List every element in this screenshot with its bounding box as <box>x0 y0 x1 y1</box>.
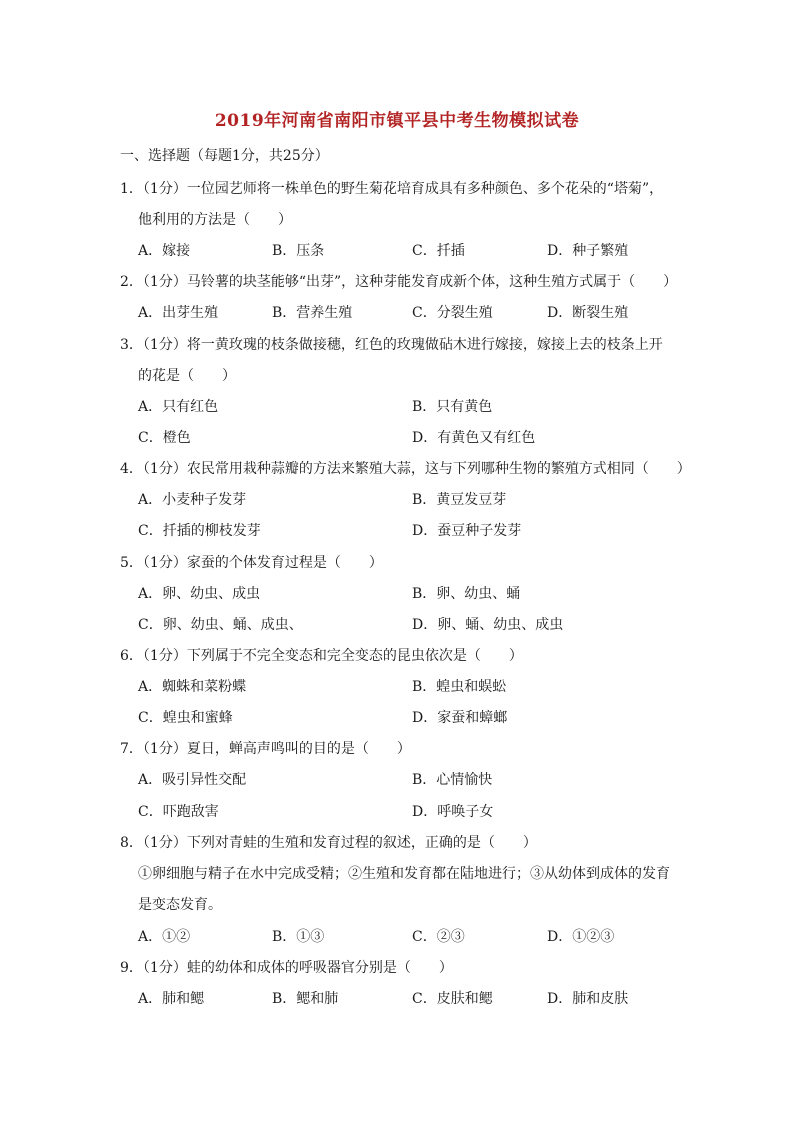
question-8-stem-cont-1: ①卵细胞与精子在水中完成受精；②生殖和发育都在陆地进行；③从幼体到成体的发育 <box>138 866 670 882</box>
question-3-option-b: B．只有黄色 <box>412 399 493 415</box>
question-6-stem: 6．（1分）下列属于不完全变态和完全变态的昆虫依次是（ ） <box>120 648 523 664</box>
question-1-option-d: D．种子繁殖 <box>547 243 629 259</box>
question-3-option-d: D．有黄色又有红色 <box>412 430 536 446</box>
question-4-option-c: C．扦插的柳枝发芽 <box>138 523 261 539</box>
question-8-option-c: C．②③ <box>412 929 465 945</box>
question-6-option-b: B．蝗虫和蜈蚣 <box>412 679 507 695</box>
question-8-option-a: A．①② <box>138 929 191 945</box>
question-4-option-a: A．小麦种子发芽 <box>138 492 247 508</box>
question-9-option-a: A．肺和鳃 <box>138 991 205 1007</box>
question-3-stem-cont: 的花是（ ） <box>138 368 236 384</box>
question-4-option-d: D．蚕豆种子发芽 <box>412 523 522 539</box>
question-7-option-c: C．吓跑敌害 <box>138 804 219 820</box>
question-1-option-a: A．嫁接 <box>138 243 191 259</box>
question-8-option-d: D．①②③ <box>547 929 615 945</box>
question-2-option-c: C．分裂生殖 <box>412 305 493 321</box>
question-5-option-c: C．卵、幼虫、蛹、成虫、 <box>138 617 303 633</box>
question-3-option-c: C．橙色 <box>138 430 191 446</box>
question-4-option-b: B．黄豆发豆芽 <box>412 492 507 508</box>
question-2-option-a: A．出芽生殖 <box>138 305 219 321</box>
question-9-option-b: B．鳃和肺 <box>272 991 339 1007</box>
question-1-option-c: C．扦插 <box>412 243 465 259</box>
question-6-option-d: D．家蚕和蟑螂 <box>412 710 508 726</box>
question-5-option-d: D．卵、蛹、幼虫、成虫 <box>412 617 564 633</box>
question-8-stem-cont-2: 是变态发育。 <box>138 897 222 913</box>
question-1-stem-cont: 他利用的方法是（ ） <box>138 212 292 228</box>
question-7-option-a: A．吸引异性交配 <box>138 772 247 788</box>
question-9-option-d: D．肺和皮肤 <box>547 991 629 1007</box>
question-5-stem: 5．（1分）家蚕的个体发育过程是（ ） <box>120 555 383 571</box>
question-8-option-b: B．①③ <box>272 929 325 945</box>
question-6-option-c: C．蝗虫和蜜蜂 <box>138 710 233 726</box>
question-2-option-d: D．断裂生殖 <box>547 305 629 321</box>
question-3-option-a: A．只有红色 <box>138 399 219 415</box>
question-8-stem: 8．（1分）下列对青蛙的生殖和发育过程的叙述，正确的是（ ） <box>120 835 537 851</box>
page-title: 2019年河南省南阳市镇平县中考生物模拟试卷 <box>214 111 580 131</box>
question-7-option-d: D．呼唤子女 <box>412 804 494 820</box>
section-heading: 一、选择题（每题1分，共25分） <box>120 148 329 164</box>
question-3-stem: 3．（1分）将一黄玫瑰的枝条做接穗，红色的玫瑰做砧木进行嫁接，嫁接上去的枝条上开 <box>120 337 663 353</box>
question-1-option-b: B．压条 <box>272 243 325 259</box>
question-5-option-b: B．卵、幼虫、蛹 <box>412 586 521 602</box>
question-2-option-b: B．营养生殖 <box>272 305 353 321</box>
question-4-stem: 4．（1分）农民常用栽种蒜瓣的方法来繁殖大蒜，这与下列哪种生物的繁殖方式相同（ ） <box>120 461 691 477</box>
question-5-option-a: A．卵、幼虫、成虫 <box>138 586 261 602</box>
question-1-stem: 1．（1分）一位园艺师将一株单色的野生菊花培育成具有多种颜色、多个花朵的“塔菊”， <box>120 181 664 197</box>
question-7-stem: 7．（1分）夏日，蝉高声鸣叫的目的是（ ） <box>120 741 411 757</box>
question-6-option-a: A．蜘蛛和菜粉蝶 <box>138 679 247 695</box>
question-9-stem: 9．（1分）蛙的幼体和成体的呼吸器官分别是（ ） <box>120 960 453 976</box>
question-9-option-c: C．皮肤和鳃 <box>412 991 493 1007</box>
question-2-stem: 2．（1分）马铃薯的块茎能够“出芽”，这种芽能发育成新个体，这种生殖方式属于（ ） <box>120 274 678 290</box>
question-7-option-b: B．心情愉快 <box>412 772 493 788</box>
